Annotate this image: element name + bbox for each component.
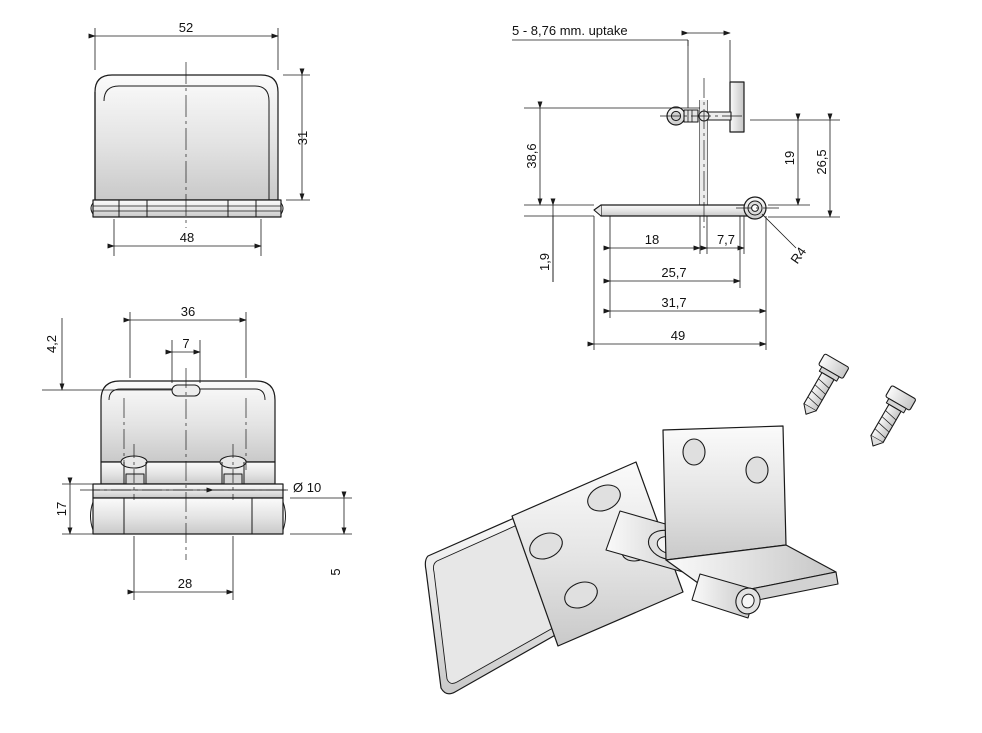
- dim-top-hole-dia: Ø 10: [293, 480, 322, 495]
- dim-side-257: 25,7: [661, 265, 687, 280]
- dim-side-18: 18: [644, 232, 660, 247]
- dim-side-plate-height: 19: [782, 150, 797, 166]
- front-view: [91, 75, 283, 217]
- dim-side-radius: R4: [787, 244, 810, 267]
- dim-front-width-bottom: 48: [179, 230, 195, 245]
- dim-top-thickness: 5: [328, 568, 343, 576]
- top-view: [91, 381, 286, 534]
- dim-top-slot: 7: [182, 336, 190, 351]
- dim-front-width-top: 52: [178, 20, 194, 35]
- dim-side-base-thickness: 1,9: [537, 252, 552, 272]
- dim-side-77: 7,7: [716, 232, 736, 247]
- isometric-view: [425, 426, 838, 694]
- dim-side-note: 5 - 8,76 mm. uptake: [512, 23, 628, 38]
- screws-detail: [794, 354, 916, 453]
- dim-top-height: 17: [54, 501, 69, 517]
- dim-top-offset: 4,2: [44, 334, 59, 354]
- dim-top-width: 36: [180, 304, 196, 319]
- dim-side-overall-height: 26,5: [814, 149, 829, 175]
- dim-top-base: 28: [177, 576, 193, 591]
- dim-front-height: 31: [295, 130, 310, 146]
- dim-side-length: 49: [670, 328, 686, 343]
- dim-side-317: 31,7: [661, 295, 687, 310]
- dim-side-total-height: 38,6: [524, 143, 539, 169]
- side-view: [594, 82, 766, 219]
